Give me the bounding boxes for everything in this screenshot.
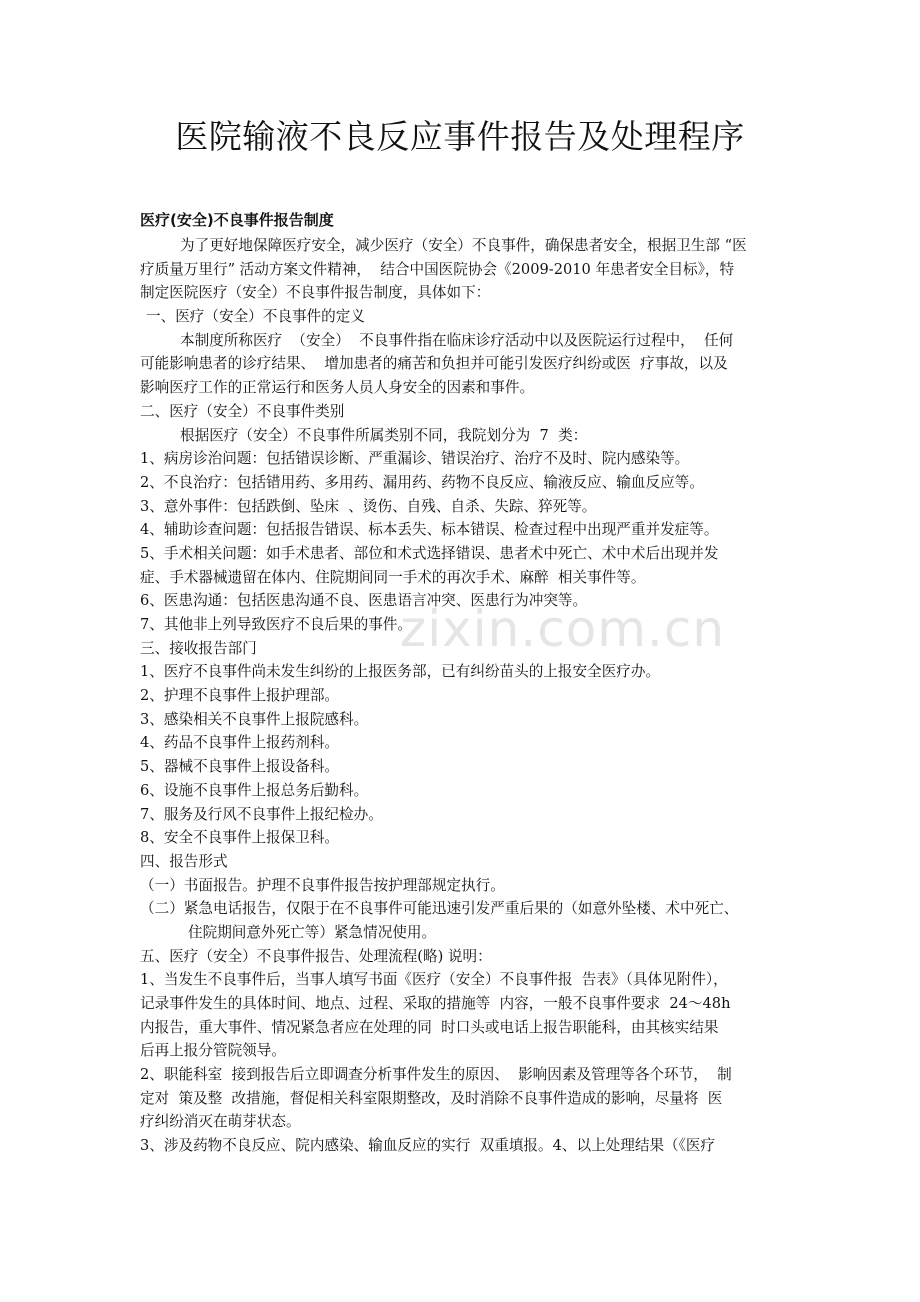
- text-line: 记录事件发生的具体时间、地点、过程、采取的措施等 内容，一般不良事件要求 24～48h: [140, 995, 731, 1012]
- text-line: 四、报告形式: [140, 852, 228, 870]
- text-line: （一）书面报告。护理不良事件报告按护理部规定执行。: [140, 876, 505, 894]
- text-line: 4、药品不良事件上报药剂科。: [140, 734, 340, 752]
- text-line: 五、医疗（安全）不良事件报告、处理流程(略) 说明：: [140, 947, 492, 965]
- text-line: 影响医疗工作的正常运行和医务人员人身安全的因素和事件。: [140, 379, 535, 397]
- text-line: 定对 策及整 改措施，督促相关科室限期整改，及时消除不良事件造成的影响，尽量将 医: [140, 1089, 723, 1107]
- text-line: 一、医疗（安全）不良事件的定义: [146, 308, 365, 326]
- text-line: 本制度所称医疗 （安全） 不良事件指在临床诊疗活动中以及医院运行过程中， 任何: [180, 331, 734, 349]
- text-line: 三、接收报告部门: [140, 639, 257, 657]
- text-line: 4、辅助诊查问题：包括报告错误、标本丢失、标本错误、检查过程中出现严重并发症等。: [140, 521, 719, 539]
- text-line: 6、设施不良事件上报总务后勤科。: [140, 781, 369, 799]
- text-line: 疗质量万里行” 活动方案文件精神， 结合中国医院协会《2009-2010 年患者安全目标》，特: [140, 260, 735, 278]
- text-line: 7、服务及行风不良事件上报纪检办。: [140, 805, 383, 823]
- text-line: 5、器械不良事件上报设备科。: [140, 758, 340, 776]
- text-line: 二、医疗（安全）不良事件类别: [140, 402, 345, 420]
- text-line: 可能影响患者的诊疗结果、 增加患者的痛苦和负担并可能引发医疗纠纷或医 疗事故，以及: [140, 355, 728, 373]
- text-line: 3、感染相关不良事件上报院感科。: [140, 710, 369, 728]
- section-heading: 医疗(安全)不良事件报告制度: [140, 211, 334, 229]
- text-line: （二）紧急电话报告，仅限于在不良事件可能迅速引发严重后果的（如意外坠楼、术中死亡、: [140, 900, 739, 918]
- text-line: 8、安全不良事件上报保卫科。: [140, 829, 340, 847]
- text-line: 2、护理不良事件上报护理部。: [140, 687, 340, 705]
- watermark: zixin.com.cn: [400, 600, 726, 658]
- text-line: 为了更好地保障医疗安全，减少医疗（安全）不良事件，确保患者安全，根据卫生部 “医: [180, 237, 747, 254]
- text-line: 制定医院医疗（安全）不良事件报告制度，具体如下：: [140, 284, 491, 302]
- text-line: 5、手术相关问题：如手术患者、部位和术式选择错误、患者术中死亡、术中术后出现并发: [140, 544, 719, 562]
- text-line: 1、当发生不良事件后，当事人填写书面《医疗（安全）不良事件报 告表》（具体见附件），: [140, 971, 728, 989]
- text-line: 2、不良治疗：包括错用药、多用药、漏用药、药物不良反应、输液反应、输血反应等。: [140, 473, 704, 491]
- text-line: 7、其他非上列导致医疗不良后果的事件。: [140, 616, 412, 633]
- text-line: 3、涉及药物不良反应、院内感染、输血反应的实行 双重填报。4、以上处理结果（《医疗: [140, 1137, 716, 1155]
- document-title: 医院输液不良反应事件报告及处理程序: [175, 117, 745, 156]
- text-line: 疗纠纷消灭在萌芽状态。: [140, 1113, 301, 1131]
- text-line: 2、职能科室 接到报告后立即调查分析事件发生的原因、 影响因素及管理等各个环节， 制: [140, 1066, 732, 1084]
- text-line: 住院期间意外死亡等）紧急情况使用。: [188, 923, 437, 941]
- text-line: 1、病房诊治问题：包括错误诊断、严重漏诊、错误治疗、治疗不及时、院内感染等。: [140, 450, 690, 468]
- text-line: 6、医患沟通：包括医患沟通不良、医患语言冲突、医患行为冲突等。: [140, 592, 588, 610]
- text-line: 后再上报分管院领导。: [140, 1042, 286, 1060]
- document-body: [140, 206, 790, 1158]
- text-line: 内报告，重大事件、情况紧急者应在处理的同 时口头或电话上报告职能科，由其核实结果: [140, 1018, 719, 1036]
- paragraph-lines: [140, 234, 790, 1158]
- text-line: 症、手术器械遗留在体内、住院期间同一手术的再次手术、麻醉 相关事件等。: [140, 568, 646, 586]
- text-line: 1、医疗不良事件尚未发生纠纷的上报医务部，已有纠纷苗头的上报安全医疗办。: [140, 663, 661, 681]
- text-line: 根据医疗（安全）不良事件所属类别不同，我院划分为 7 类：: [180, 426, 588, 444]
- text-line: 3、意外事件：包括跌倒、坠床 、烫伤、自残、自杀、失踪、猝死等。: [140, 497, 597, 515]
